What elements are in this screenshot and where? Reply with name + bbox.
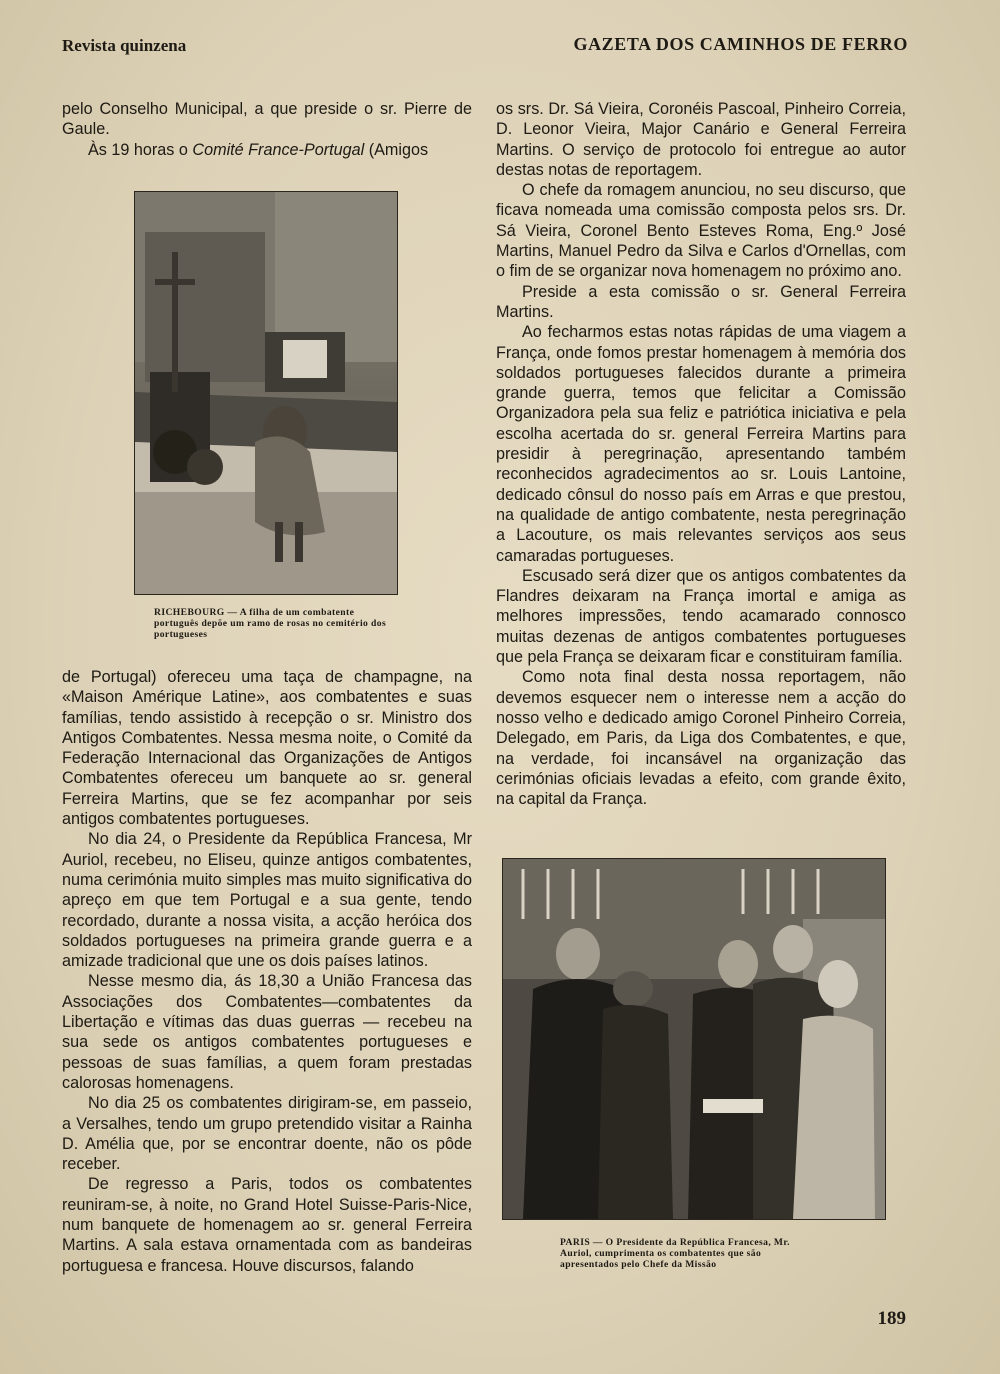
page-number: 189 xyxy=(877,1308,906,1329)
photo-paris-image xyxy=(503,859,885,1219)
paragraph: Nesse mesmo dia, ás 18,30 a União Francesa das Associações dos Combatentes—combatentes da Libertação e vítimas das duas guerras — recebeu na sua sede os antigos combatentes portugueses e pessoas de suas famílias, a quem foram prestadas calorosas homenagens. xyxy=(62,972,472,1092)
left-column-bottom xyxy=(62,667,472,1276)
paragraph: No dia 25 os combatentes dirigiram-se, em passeio, a Versalhes, tendo um grupo pretendido visitar a Rainha D. Amélia que, por se encontrar doente, não os pôde receber. xyxy=(62,1094,472,1174)
photo-caption: RICHEBOURG — A filha de um combatente português depõe um ramo de rosas no cemitério dos portugueses xyxy=(154,607,387,640)
text-run: Às 19 horas o xyxy=(88,140,193,159)
paragraph: pelo Conselho Municipal, a que preside o sr. Pierre de Gaule. xyxy=(62,100,472,139)
paragraph: Escusado será dizer que os antigos combatentes da Flandres deixaram na França imortal e amiga as melhores impressões, tendo acamarado connosco muitas dezenas de antigos combatentes portugueses que pela França se deixaram ficar e constituiram família. xyxy=(496,566,906,667)
paragraph: De regresso a Paris, todos os combatentes reuniram-se, à noite, no Grand Hotel Suisse-Paris-Nice, num banquete de homenagem ao sr. general Ferreira Martins. A sala estava ornamentada com as bandeiras portuguesa e francesa. Houve discursos, falando xyxy=(62,1175,472,1275)
paragraph xyxy=(62,140,472,160)
paragraph: os srs. Dr. Sá Vieira, Coronéis Pascoal, Pinheiro Correia, D. Leonor Vieira, Major Canário e General Ferreira Martins. O serviço de protocolo foi entregue ao autor destas notas de reportagem. xyxy=(496,100,906,179)
italic-text: Comité France-Portugal xyxy=(192,140,365,159)
photo-paris xyxy=(502,858,886,1220)
running-header-left: Revista quinzena xyxy=(62,36,187,55)
running-header-title: GAZETA DOS CAMINHOS DE FERRO xyxy=(573,34,908,54)
paragraph: No dia 24, o Presidente da República Francesa, Mr Auriol, recebeu, no Eliseu, quinze antigos combatentes, numa cerimónia muito simples mas muito significativa do apreço em que tem Portugal e a sua gente, tendo recordado, durante a nossa visita, a acção heróica dos soldados portugueses na primeira grande guerra e a amizade tradicional que une os dois países latinos. xyxy=(62,830,472,971)
paragraph: de Portugal) ofereceu uma taça de champagne, na «Maison Amérique Latine», aos combatentes e suas famílias, tendo assistido à recepção o sr. Ministro dos Antigos Combatentes. Nessa mesma noite, o Comité da Federação Internacional das Organizações de Antigos Combatentes ofereceu um banquete ao sr. general Ferreira Martins, que se fez acompanhar por seis antigos combatentes portugueses. xyxy=(62,668,472,829)
paragraph: Ao fecharmos estas notas rápidas de uma viagem a França, onde fomos prestar homenagem à memória dos soldados portugueses falecidos durante a primeira grande guerra, temos que felicitar a Comissão Organizadora pela sua feliz e patriótica iniciativa e pela escolha acertada do sr. general Ferreira Martins para presidir à peregrinação, apresentando também reconhecidos agradecimentos ao sr. Louis Lantoine, dedicado cônsul do nosso país em Arras e que prestou, na qualidade de antigo combatente, nesta peregrinação a Lacouture, os mais relevantes serviços aos seus camaradas portugueses. xyxy=(496,323,906,565)
photo-caption: PARIS — O Presidente da República Francesa, Mr. Auriol, cumprimenta os combatentes que são apresentados pelo Chefe da Missão xyxy=(560,1237,790,1270)
left-column-top xyxy=(62,99,472,160)
text-run: (Amigos xyxy=(364,140,429,159)
paragraph: O chefe da romagem anunciou, no seu discurso, que ficava nomeada uma comissão composta pelos srs. Dr. Sá Vieira, Coronel Bento Esteves Roma, Eng.º José Martins, Manuel Pedro da Silva e Carlos d'Ornellas, com o fim de se organizar nova homenagem no próximo ano. xyxy=(496,181,906,281)
right-column xyxy=(496,99,906,809)
photo-richebourg xyxy=(134,191,398,595)
paragraph: Preside a esta comissão o sr. General Ferreira Martins. xyxy=(496,282,906,321)
photo-richebourg-image xyxy=(135,192,397,594)
paragraph: Como nota final desta nossa reportagem, não devemos esquecer nem o interesse nem a acção do nosso velho e dedicado amigo Coronel Pinheiro Correia, Delegado, em Paris, da Liga dos Combatentes, e que, na verdade, foi incansável na organização das cerimónias oficiais levadas a efeito, com grande êxito, na capital da França. xyxy=(496,668,906,809)
